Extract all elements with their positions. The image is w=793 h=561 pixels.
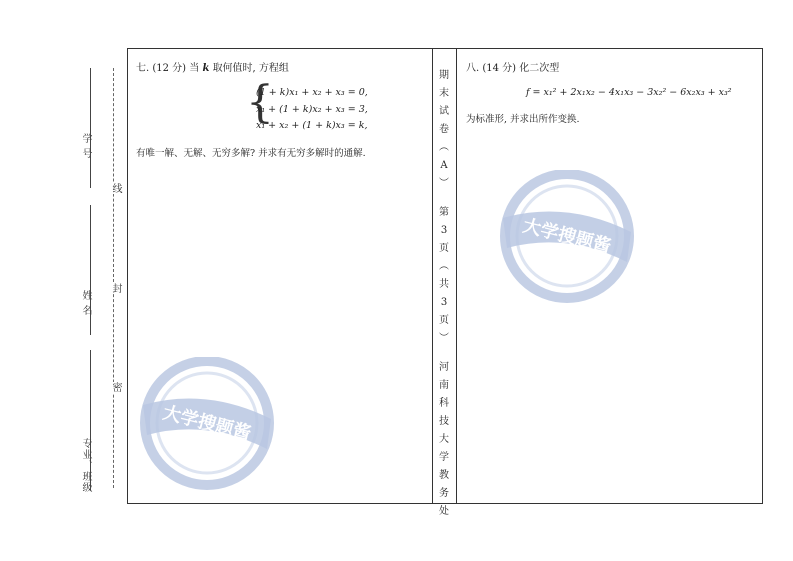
watermark-stamp-left (137, 357, 277, 492)
q7-variable-k: k (202, 63, 210, 74)
name-line (90, 205, 91, 335)
center-column-char: 第 (439, 207, 449, 218)
center-column-char: A (440, 160, 448, 171)
class-label: 专业、班级 (80, 438, 91, 493)
center-column-char: 页 (439, 243, 449, 254)
center-column-char: ︵ (439, 142, 449, 153)
secret-label: 密 (110, 382, 121, 393)
center-column-char: 3 (440, 297, 448, 308)
q7-system-brace: { (246, 77, 274, 128)
q7-title-prefix: 七. (12 分) 当 (136, 63, 200, 74)
center-column-char: 卷 (439, 124, 449, 135)
q7-title (136, 59, 289, 74)
center-column-char: 页 (439, 315, 449, 326)
center-column-char: ︶ (439, 178, 449, 189)
q8-title: 八. (14 分) 化二次型 (466, 63, 560, 74)
column-divider-right (456, 49, 457, 503)
center-column-char: 处 (439, 506, 449, 517)
center-column-char: 期 (439, 70, 449, 81)
watermark-text-right: 大学搜题酱 (520, 215, 614, 258)
q8-quadratic-form: f = x₁² + 2x₁x₂ − 4x₁x₃ − 3x₂² − 6x₂x₃ + x₃² (526, 87, 732, 98)
q7-title-suffix: 取何值时, 方程组 (212, 63, 289, 74)
name-label: 姓 名 (80, 290, 91, 317)
student-id-label: 学 号 (80, 133, 91, 160)
center-column-char: 河 (439, 362, 449, 373)
center-column-char: 试 (439, 106, 449, 117)
watermark-stamp-right (497, 170, 637, 305)
center-column-char: 科 (439, 398, 449, 409)
center-column-char: 技 (439, 416, 449, 427)
q7-equation-3: x₁ + x₂ + (1 + k)x₃ = k, (256, 120, 368, 131)
center-column-char: 学 (439, 452, 449, 463)
student-id-line (90, 68, 91, 188)
q8-prompt: 为标准形, 并求出所作变换. (466, 114, 580, 125)
center-column-char: 共 (439, 279, 449, 290)
center-column-char: 教 (439, 470, 449, 481)
watermark-text-left: 大学搜题酱 (160, 402, 254, 445)
line-label: 线 (110, 183, 121, 194)
seal-dashed-line (113, 68, 114, 488)
q7-equation-1: (1 + k)x₁ + x₂ + x₃ = 0, (256, 87, 368, 98)
center-column-char: 务 (439, 488, 449, 499)
column-divider-left (432, 49, 433, 503)
center-column-char: 3 (440, 225, 448, 236)
center-column-char: ︶ (439, 333, 449, 344)
q7-prompt: 有唯一解、无解、无穷多解? 并求有无穷多解时的通解. (136, 148, 366, 159)
center-column-char: 末 (439, 88, 449, 99)
center-column-char: 南 (439, 380, 449, 391)
center-column-char: ︵ (439, 261, 449, 272)
center-column-char: 大 (439, 434, 449, 445)
seal-label: 封 (110, 283, 121, 294)
class-line (90, 350, 91, 490)
q7-equation-2: x₁ + (1 + k)x₂ + x₃ = 3, (256, 104, 368, 115)
